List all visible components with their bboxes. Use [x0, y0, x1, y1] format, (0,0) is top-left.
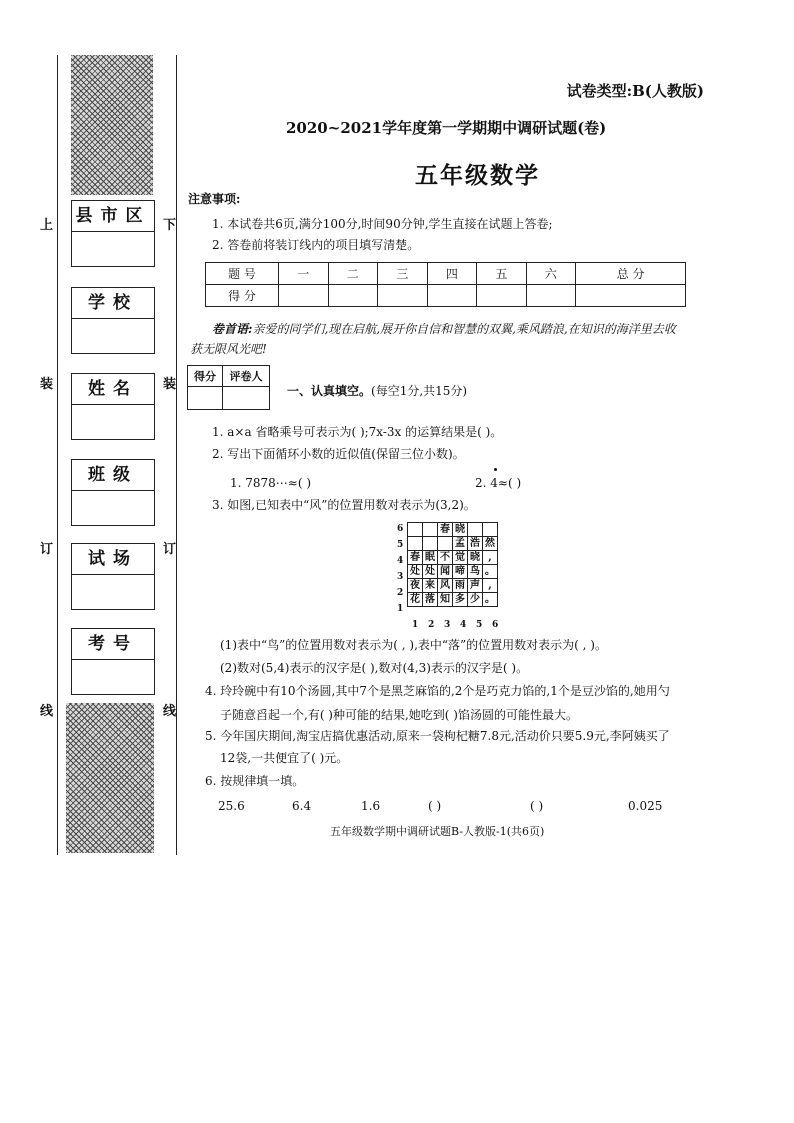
grid-cell: 。 [483, 565, 498, 579]
grader-header-row [188, 366, 270, 387]
field-county-input[interactable] [72, 232, 154, 266]
grid-cell: 晓 [468, 551, 483, 565]
binding-mark-left-4: 线 [40, 704, 54, 719]
question-2-a: 1. 7878⋯≈( ) [230, 476, 312, 490]
score-table-header-cell: 总 分 [576, 263, 686, 285]
score-table [205, 262, 686, 307]
grid-cell: 来 [423, 579, 438, 593]
grid-cell: 夜 [408, 579, 423, 593]
grid-row-label: 1 [397, 604, 404, 614]
grid-col-label: 3 [444, 620, 451, 630]
field-name-label: 姓名 [72, 374, 154, 405]
notes-item-1: 1. 本试卷共6页,满分100分,时间90分钟,学生直接在试题上答卷; [212, 217, 553, 231]
field-exam-number [71, 628, 155, 695]
grid-col-label: 5 [476, 620, 483, 630]
motto-text-1: 亲爱的同学们,现在启航,展开你自信和智慧的双翼,乘风踏浪,在知识的海洋里去收 [252, 322, 676, 336]
question-2: 2. 写出下面循环小数的近似值(保留三位小数)。 [212, 447, 465, 461]
poem-grid [407, 522, 498, 607]
score-table-header-cell: 六 [526, 263, 576, 285]
grid-cell: 春 [438, 523, 453, 537]
score-table-header-cell: 三 [378, 263, 428, 285]
notes-item-2: 2. 答卷前将装订线内的项目填写清楚。 [212, 238, 420, 252]
field-name-input[interactable] [72, 405, 154, 439]
binding-mark-right-2: 装 [163, 377, 177, 392]
grid-cell: 落 [423, 593, 438, 607]
binding-mark-left-3: 订 [40, 542, 54, 557]
grid-cell [408, 523, 423, 537]
binding-mark-right-1: 下 [163, 218, 177, 233]
grid-cell: 眠 [423, 551, 438, 565]
score-cell[interactable] [477, 285, 527, 307]
score-table-header-cell: 题 号 [206, 263, 279, 285]
sequence-term: 25.6 [218, 799, 245, 813]
motto-label: 卷首语: [212, 322, 253, 336]
field-exam-room-input[interactable] [72, 575, 154, 609]
question-3-1: (1)表中“鸟”的位置用数对表示为( , ),表中“落”的位置用数对表示为( , )。 [220, 638, 607, 652]
grid-row [408, 579, 498, 593]
sequence-term: 1.6 [361, 799, 381, 813]
score-table-header-cell: 二 [328, 263, 378, 285]
grid-col-label: 2 [428, 620, 435, 630]
grid-cell: 声 [468, 579, 483, 593]
grader-input-row [188, 387, 270, 410]
grid-row-label: 4 [397, 556, 404, 566]
question-3: 3. 如图,已知表中“风”的位置用数对表示为(3,2)。 [212, 498, 476, 512]
grid-cell [423, 523, 438, 537]
grid-cell: 不 [438, 551, 453, 565]
grid-cell: 风 [438, 579, 453, 593]
grid-cell [423, 537, 438, 551]
score-table-header-cell: 五 [477, 263, 527, 285]
binding-pattern-top [71, 55, 153, 195]
field-exam-number-input[interactable] [72, 660, 154, 694]
question-6: 6. 按规律填一填。 [205, 774, 305, 788]
grid-row-label: 2 [397, 588, 404, 598]
field-name [71, 373, 155, 440]
score-cell[interactable] [427, 285, 477, 307]
binding-pattern-bottom [66, 703, 154, 853]
grid-row-label: 3 [397, 572, 404, 582]
binding-mark-right-3: 订 [163, 542, 177, 557]
grid-row [408, 523, 498, 537]
binding-mark-left-1: 上 [40, 218, 54, 233]
question-4-line-1: 4. 玲玲碗中有10个汤圆,其中7个是黑芝麻馅的,2个是巧克力馅的,1个是豆沙馅的,她用勺 [205, 684, 670, 698]
grid-cell: 闻 [438, 565, 453, 579]
section1-heading [287, 383, 467, 399]
field-class-label: 班级 [72, 460, 154, 491]
page-footer: 五年级数学期中调研试题B-人教版-1(共6页) [330, 825, 545, 838]
score-table-header-cell: 四 [427, 263, 477, 285]
notes-heading: 注意事项: [188, 192, 241, 206]
grid-cell: 觉 [453, 551, 468, 565]
field-county-label: 县市区 [72, 201, 154, 232]
grid-cell: 鸟 [468, 565, 483, 579]
motto-line-2: 获无限风光吧! [190, 342, 267, 356]
field-exam-number-label: 考号 [72, 629, 154, 660]
question-2-b: 2. 4≈( ) [475, 476, 522, 490]
grid-cell [408, 537, 423, 551]
grid-cell: 晓 [453, 523, 468, 537]
score-cell[interactable] [576, 285, 686, 307]
grid-row-label: 5 [397, 540, 404, 550]
sequence-term: 6.4 [292, 799, 312, 813]
field-school-input[interactable] [72, 319, 154, 353]
grader-name-input[interactable] [223, 387, 270, 410]
binding-line-left [57, 55, 58, 855]
grid-cell: 雨 [453, 579, 468, 593]
field-class-input[interactable] [72, 491, 154, 525]
grid-col-label: 4 [460, 620, 467, 630]
field-school-label: 学校 [72, 288, 154, 319]
grid-cell [483, 523, 498, 537]
grid-cell: 处 [408, 565, 423, 579]
grid-row [408, 537, 498, 551]
section1-points: (每空1分,共15分) [371, 384, 468, 398]
grid-cell: , [483, 551, 498, 565]
question-5-line-2: 12袋,一共便宜了( )元。 [220, 751, 349, 765]
grid-cell: 少 [468, 593, 483, 607]
score-table-score-row [206, 285, 686, 307]
grid-col-label: 6 [492, 620, 499, 630]
grid-cell: 花 [408, 593, 423, 607]
field-class [71, 459, 155, 526]
grader-table [187, 365, 270, 410]
grid-cell [468, 523, 483, 537]
question-5-line-1: 5. 今年国庆期间,淘宝店搞优惠活动,原来一袋枸杞糖7.8元,活动价只要5.9元,李阿姨买了 [205, 729, 670, 743]
paper-type: 试卷类型:B(人教版) [566, 82, 704, 100]
subject-title: 五年级数学 [415, 162, 540, 189]
question-1: 1. a×a 省略乘号可表示为( );7x-3x 的运算结果是( )。 [212, 425, 503, 439]
binding-line-right [176, 55, 177, 855]
field-exam-room-label: 试场 [72, 544, 154, 575]
field-exam-room [71, 543, 155, 610]
grid-row [408, 551, 498, 565]
score-cell[interactable] [526, 285, 576, 307]
field-school [71, 287, 155, 354]
question-4-line-2: 子随意舀起一个,有( )种可能的结果,她吃到( )馅汤圆的可能性最大。 [220, 708, 578, 722]
question-3-2: (2)数对(5,4)表示的汉字是( ),数对(4,3)表示的汉字是( )。 [220, 661, 529, 675]
grid-cell: 然 [483, 537, 498, 551]
grader-score-input[interactable] [188, 387, 223, 410]
sequence-answer-blank[interactable]: ( ) [530, 799, 544, 813]
score-cell[interactable] [378, 285, 428, 307]
grid-cell: 知 [438, 593, 453, 607]
grader-score-label: 得分 [188, 366, 223, 387]
score-cell[interactable] [328, 285, 378, 307]
sequence-answer-blank[interactable]: ( ) [428, 799, 442, 813]
motto-line-1 [212, 321, 676, 337]
grid-row [408, 593, 498, 607]
grid-cell: 啼 [453, 565, 468, 579]
exam-title: 2020~2021学年度第一学期期中调研试题(卷) [286, 119, 607, 137]
binding-mark-right-4: 线 [163, 704, 177, 719]
score-table-header-cell: 一 [279, 263, 329, 285]
grid-row-label: 6 [397, 524, 404, 534]
grid-cell: , [483, 579, 498, 593]
grid-cell [438, 537, 453, 551]
score-table-header-row [206, 263, 686, 285]
grid-cell: 多 [453, 593, 468, 607]
field-county [71, 200, 155, 267]
grid-cell: 春 [408, 551, 423, 565]
repeating-dot-mark [494, 468, 497, 471]
grader-name-label: 评卷人 [223, 366, 270, 387]
score-table-row-label: 得 分 [206, 285, 279, 307]
binding-mark-left-2: 装 [40, 377, 54, 392]
grid-row [408, 565, 498, 579]
sequence-term: 0.025 [628, 799, 663, 813]
grid-cell: 。 [483, 593, 498, 607]
score-cell[interactable] [279, 285, 329, 307]
grid-cell: 孟 [453, 537, 468, 551]
section1-title: 一、认真填空。 [287, 384, 372, 398]
grid-col-label: 1 [412, 620, 419, 630]
grid-cell: 浩 [468, 537, 483, 551]
grid-cell: 处 [423, 565, 438, 579]
